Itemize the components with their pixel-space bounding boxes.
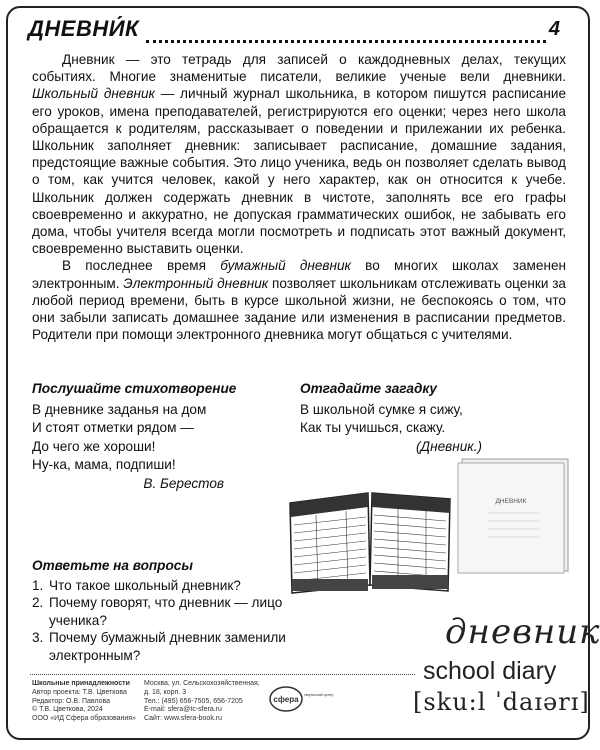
riddle-heading: Отгадайте загадку	[300, 381, 437, 396]
riddle-section	[300, 380, 570, 456]
imprint-line: Москва, ул. Сельскохозяйственная,	[144, 680, 260, 687]
question-number: 3.	[32, 630, 44, 645]
paragraph-2-term: бумажный дневник	[220, 258, 351, 274]
riddle-answer: (Дневник.)	[416, 438, 482, 454]
question-text: Почему говорят, что дневник — лицо ученика?	[49, 595, 283, 628]
poem-author: В. Берестов	[143, 475, 224, 491]
imprint-line	[32, 680, 142, 689]
question-number: 2.	[32, 595, 44, 610]
imprint-line: Автор проекта: Т.В. Цветкова	[32, 688, 127, 696]
imprint-line: Редактор: О.В. Павлова	[32, 697, 111, 705]
question-item	[32, 577, 292, 595]
paragraph-1	[32, 51, 566, 257]
vocabulary-english: school diary	[423, 657, 557, 685]
closed-diary-illustration	[454, 455, 574, 575]
question-number: 1.	[32, 577, 44, 593]
vocabulary-russian-script: дневник	[445, 612, 600, 652]
paragraph-1-segment: — личный журнал школьника, в котором пишутся расписание его уроков, имена преподавателей, регистрируются его оценки; через него школа обращается к родителям, рассказывает о поведении и прилежании их ребенка. Школьник заполняет дневник: записывает расписание, домашние задания, предстоящие важные события. Это лицо ученика, ведь он позволяет сделать вывод о том, как учится человек, какой у него характер, как он относится к учебе. Школьник должен содержать дневник в чистоте, заполнять все его графы своевременно и аккуратно, не допуская грамматических ошибок, не забывать его дома, чтобы учителя всегда могли посмотреть и подписать этот важный документ, своевременно выставить оценки.	[32, 86, 567, 257]
imprint-line: Сайт: www.sfera-book.ru	[144, 715, 222, 723]
logo-subtext: творческий центр	[304, 693, 334, 697]
imprint-separator	[30, 674, 415, 675]
title-dot-leader	[146, 40, 546, 43]
poem-line: Ну-ка, мама, подпиши!	[32, 457, 176, 472]
imprint-line: © Т.В. Цветкова, 2024	[32, 706, 103, 714]
paragraph-2-segment: В последнее время	[62, 258, 221, 274]
question-item	[32, 629, 292, 664]
imprint-contacts	[144, 680, 274, 724]
questions-list	[32, 577, 292, 665]
questions-section	[32, 557, 292, 664]
questions-heading: Ответьте на вопросы	[32, 558, 193, 573]
riddle-line: В школьной сумке я сижу,	[300, 401, 463, 417]
poem-line: В дневнике заданья на дом	[32, 401, 207, 417]
riddle-line: Как ты учишься, скажу.	[300, 420, 446, 435]
logo-text: сфера	[273, 695, 299, 704]
question-item	[32, 594, 292, 629]
paragraph-2-segment: позволяет школьникам отслеживать оценки за любой период времени, быть в курсе школьной жизни, не беспокоясь о том, что они забыли записать домашнее задание или изменения в расписании предметов. Родители при помощи электронного дневника могут общаться с учителями.	[32, 275, 566, 343]
paragraph-2	[32, 257, 566, 343]
imprint-line: Тел.: (495) 656-7505, 656-7205	[144, 697, 243, 705]
paragraph-1-term: Школьный дневник	[32, 86, 155, 102]
open-diary-illustration	[286, 485, 454, 595]
imprint-line: д. 18, корп. 3	[144, 688, 187, 696]
vocabulary-transcription: [sku:l ˈdaɪərɪ]	[413, 688, 590, 716]
imprint-credits	[32, 680, 142, 724]
poem-section	[32, 380, 272, 493]
poem-heading: Послушайте стихотворение	[32, 381, 237, 396]
poem-line: До чего же хороши!	[32, 438, 156, 454]
paragraph-2-term: Электронный дневник	[123, 275, 269, 291]
paragraph-2-segment: во многих школах заменен электронным.	[32, 258, 567, 291]
imprint-line: ООО «ИД Сфера образования»	[32, 715, 136, 723]
main-text	[32, 51, 566, 343]
question-text: Что такое школьный дневник?	[49, 577, 241, 593]
page-number: 4	[548, 18, 560, 40]
poem-line: И стоят отметки рядом —	[32, 420, 194, 435]
imprint-series-title: Школьные принадлежности	[32, 680, 130, 687]
question-text: Почему бумажный дневник заменили электронным?	[49, 630, 286, 663]
page-title: ДНЕВНИ́К	[28, 16, 140, 41]
publisher-logo	[268, 684, 334, 714]
imprint-line: E-mail: sfera@tc-sfera.ru	[144, 706, 222, 714]
cover-label: ДНЕВНИК	[495, 498, 527, 505]
page-header	[28, 16, 566, 46]
paragraph-1-segment: Дневник — это тетрадь для записей о каждодневных делах, текущих событиях. Многие знаменитые писатели, великие ученые вели дневники.	[32, 52, 566, 85]
